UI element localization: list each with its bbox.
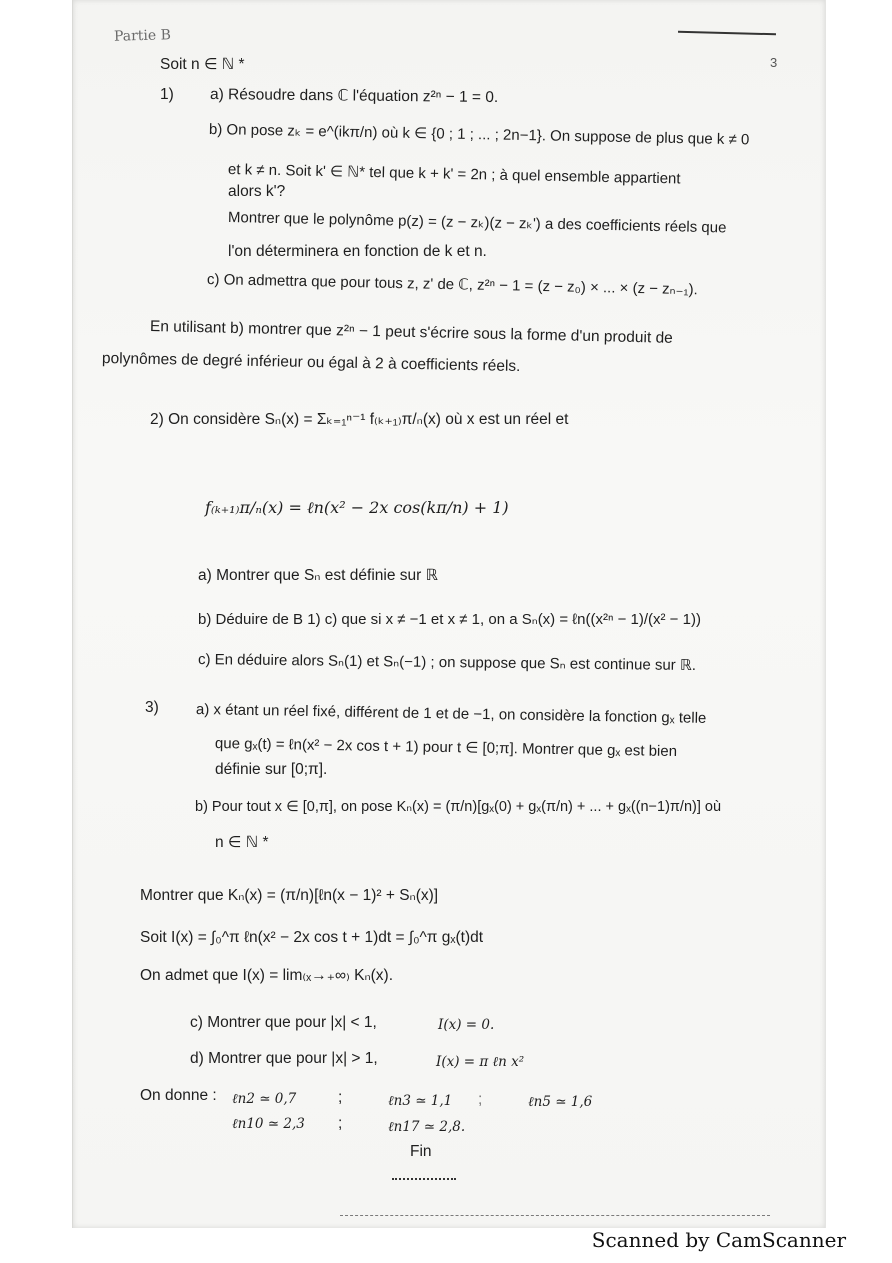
- given-ln10: ℓn10 ≃ 2,3: [232, 1116, 305, 1132]
- q2-c: c) En déduire alors Sₙ(1) et Sₙ(−1) ; on suppose que Sₙ est continue sur ℝ.: [197, 651, 697, 675]
- q1-d-line1: En utilisant b) montrer que z²ⁿ − 1 peut s'écrire sous la forme d'un produit de: [149, 318, 673, 347]
- q3-a-line1: a) x étant un réel fixé, différent de 1 et de −1, on considère la fonction gₓ telle: [195, 701, 707, 727]
- q3-c-label: c) Montrer que pour |x| < 1,: [190, 1014, 377, 1031]
- q3-a-line3: définie sur [0;π].: [215, 761, 328, 778]
- given-ln2: ℓn2 ≃ 0,7: [232, 1091, 297, 1107]
- q2-a: a) Montrer que Sₙ est définie sur ℝ: [198, 567, 438, 584]
- q3-admit-limit: On admet que I(x) = lim₍ₓ→₊∞₎ Kₙ(x).: [140, 967, 394, 984]
- q1-c: c) On admettra que pour tous z, z' de ℂ, z²ⁿ − 1 = (z − z₀) × ... × (z − zₙ₋₁).: [206, 271, 698, 299]
- q3-define-I: Soit I(x) = ∫₀^π ℓn(x² − 2x cos t + 1)dt = ∫₀^π gₓ(t)dt: [140, 929, 484, 946]
- q1-number: 1): [160, 86, 174, 103]
- q2-intro: 2) On considère Sₙ(x) = Σₖ₌₁ⁿ⁻¹ f₍ₖ₊₁₎π/ₙ(x) où x est un réel et: [150, 411, 569, 428]
- q1-a: a) Résoudre dans ℂ l'équation z²ⁿ − 1 = 0.: [209, 86, 499, 107]
- page-mark: 3: [770, 55, 778, 70]
- fin-label: Fin: [410, 1143, 432, 1160]
- q3-d-label: d) Montrer que pour |x| > 1,: [190, 1050, 378, 1067]
- given-label: On donne :: [140, 1087, 217, 1104]
- q2-b: b) Déduire de B 1) c) que si x ≠ −1 et x ≠ 1, on a Sₙ(x) = ℓn((x²ⁿ − 1)/(x² − 1)): [198, 611, 701, 628]
- soit-line: Soit n ∈ ℕ *: [160, 56, 245, 73]
- given-ln3: ℓn3 ≃ 1,1: [388, 1093, 453, 1109]
- fin-rule: [392, 1178, 456, 1180]
- q3-b-line2: n ∈ ℕ *: [215, 834, 269, 851]
- q1-b-line1: b) On pose zₖ = e^(ikπ/n) où k ∈ {0 ; 1 ; ... ; 2n−1}. On suppose de plus que k ≠ 0: [208, 121, 750, 149]
- page-bottom-rule: [340, 1215, 770, 1217]
- q1-d-line2: polynômes de degré inférieur ou égal à 2 à coefficients réels.: [101, 350, 521, 376]
- q1-b-line4: Montrer que le polynôme p(z) = (z − zₖ)(z − zₖ') a des coefficients réels que: [227, 209, 727, 237]
- q1-b-line5: l'on déterminera en fonction de k et n.: [228, 243, 487, 260]
- q3-c-value: I(x) = 0.: [438, 1017, 495, 1033]
- camscanner-watermark: Scanned by CamScanner: [591, 1228, 846, 1252]
- given-sep-1: ;: [338, 1089, 343, 1106]
- q3-d-value: I(x) = π ℓn x²: [436, 1054, 525, 1070]
- q3-b-line1: b) Pour tout x ∈ [0,π], on pose Kₙ(x) = (π/n)[gₓ(0) + gₓ(π/n) + ... + gₓ((n−1)π/n)] où: [195, 799, 722, 815]
- partie-heading: Partie B: [113, 27, 172, 45]
- q1-b-line2: et k ≠ n. Soit k' ∈ ℕ* tel que k + k' = 2n ; à quel ensemble appartient: [227, 161, 681, 188]
- q3-number: 3): [145, 699, 159, 716]
- given-sep-3: ;: [338, 1115, 343, 1132]
- q2-definition: f₍ₖ₊₁₎π/ₙ(x) = ℓn(x² − 2x cos(kπ/n) + 1): [205, 498, 509, 517]
- given-ln17: ℓn17 ≃ 2,8.: [388, 1119, 466, 1135]
- q3-a-line2: que gₓ(t) = ℓn(x² − 2x cos t + 1) pour t ∈ [0;π]. Montrer que gₓ est bien: [214, 735, 678, 761]
- q3-show-Kn: Montrer que Kₙ(x) = (π/n)[ℓn(x − 1)² + Sₙ(x)]: [140, 887, 439, 904]
- q1-b-line3: alors k'?: [228, 183, 286, 200]
- given-sep-2: ;: [478, 1091, 483, 1108]
- given-ln5: ℓn5 ≃ 1,6: [528, 1094, 593, 1110]
